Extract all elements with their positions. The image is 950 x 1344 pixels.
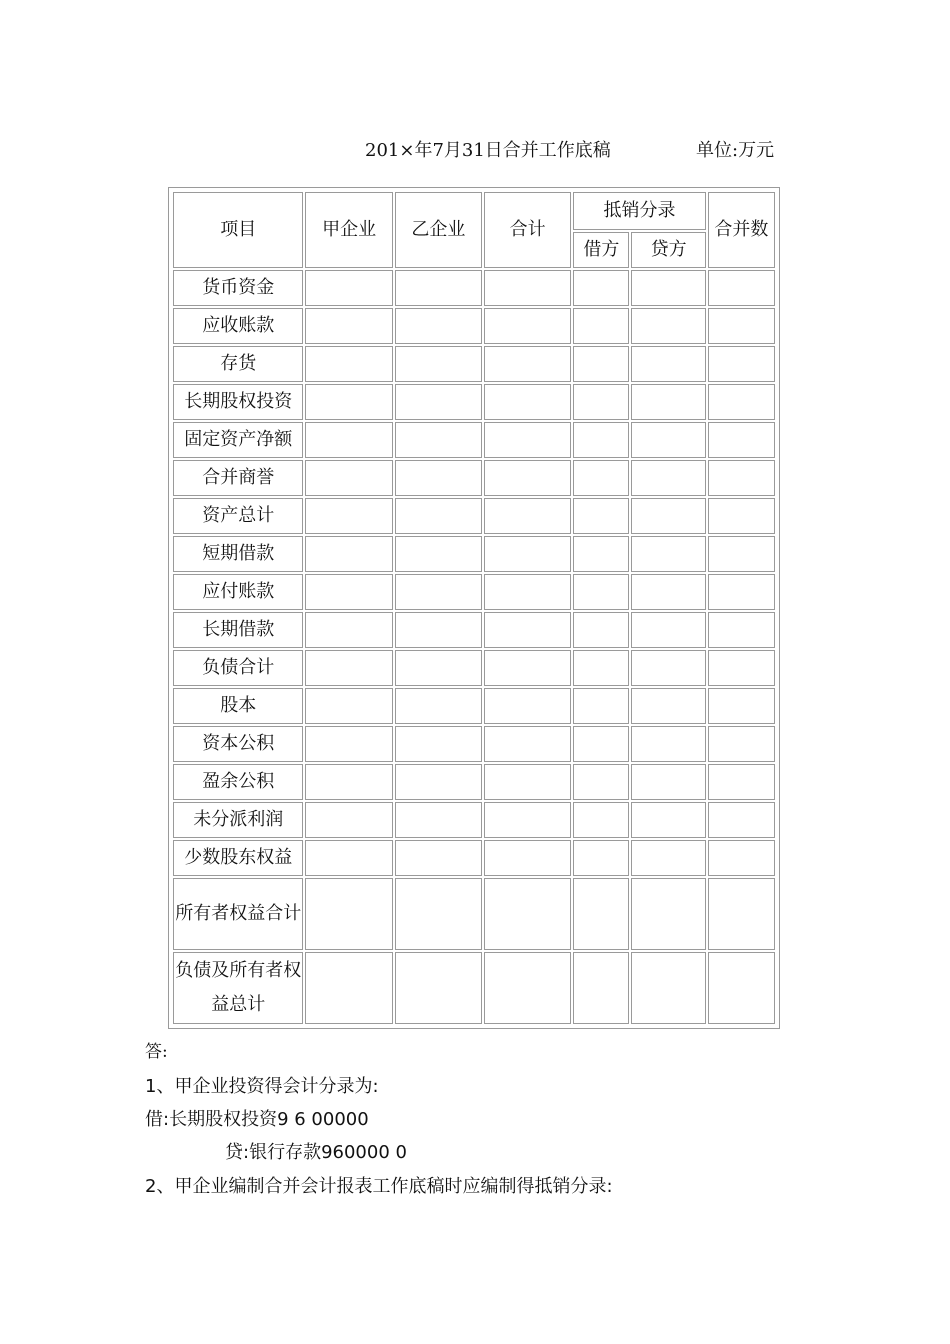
- value-cell: [708, 460, 775, 496]
- header-elimination: 抵销分录: [573, 192, 705, 230]
- value-cell: [573, 270, 629, 306]
- answer-line-3: 贷:银行存款960000 0: [225, 1142, 407, 1163]
- value-cell: [573, 878, 629, 950]
- value-cell: [708, 952, 775, 1024]
- value-cell: [484, 460, 571, 496]
- table-row: [173, 952, 775, 1024]
- table-row: [173, 422, 775, 458]
- value-cell: [395, 612, 482, 648]
- value-cell: [395, 270, 482, 306]
- row-label: 应付账款: [173, 574, 303, 610]
- value-cell: [305, 422, 392, 458]
- value-cell: [484, 764, 571, 800]
- value-cell: [708, 498, 775, 534]
- value-cell: [305, 688, 392, 724]
- value-cell: [573, 460, 629, 496]
- value-cell: [708, 612, 775, 648]
- value-cell: [305, 764, 392, 800]
- table-row: [173, 840, 775, 876]
- value-cell: [631, 952, 705, 1024]
- value-cell: [708, 726, 775, 762]
- value-cell: [708, 346, 775, 382]
- value-cell: [395, 840, 482, 876]
- value-cell: [484, 802, 571, 838]
- row-label: 所有者权益合计: [173, 878, 303, 950]
- answer-line-1: 1、甲企业投资得会计分录为:: [145, 1076, 379, 1097]
- row-label: 长期借款: [173, 612, 303, 648]
- row-label: 资产总计: [173, 498, 303, 534]
- value-cell: [395, 802, 482, 838]
- table-row: [173, 384, 775, 420]
- value-cell: [631, 840, 705, 876]
- value-cell: [305, 384, 392, 420]
- value-cell: [631, 878, 705, 950]
- value-cell: [573, 536, 629, 572]
- value-cell: [395, 422, 482, 458]
- value-cell: [573, 802, 629, 838]
- value-cell: [573, 764, 629, 800]
- value-cell: [395, 308, 482, 344]
- value-cell: [631, 726, 705, 762]
- value-cell: [395, 878, 482, 950]
- value-cell: [631, 688, 705, 724]
- table-row: [173, 650, 775, 686]
- value-cell: [305, 726, 392, 762]
- value-cell: [395, 688, 482, 724]
- value-cell: [573, 498, 629, 534]
- value-cell: [305, 612, 392, 648]
- table-row: [173, 498, 775, 534]
- value-cell: [305, 498, 392, 534]
- value-cell: [395, 764, 482, 800]
- answer-line-4: 2、甲企业编制合并会计报表工作底稿时应编制得抵销分录:: [145, 1176, 613, 1197]
- value-cell: [631, 308, 705, 344]
- row-label: 存货: [173, 346, 303, 382]
- value-cell: [573, 612, 629, 648]
- value-cell: [573, 726, 629, 762]
- value-cell: [484, 612, 571, 648]
- value-cell: [395, 346, 482, 382]
- table-row: [173, 688, 775, 724]
- header-credit: 贷方: [631, 232, 705, 268]
- value-cell: [484, 840, 571, 876]
- header-debit: 借方: [573, 232, 629, 268]
- value-cell: [708, 650, 775, 686]
- value-cell: [708, 308, 775, 344]
- value-cell: [708, 840, 775, 876]
- value-cell: [484, 536, 571, 572]
- value-cell: [305, 346, 392, 382]
- worksheet-title: 201×年7月31日合并工作底稿: [365, 140, 611, 161]
- value-cell: [305, 840, 392, 876]
- value-cell: [484, 498, 571, 534]
- row-label: 少数股东权益: [173, 840, 303, 876]
- value-cell: [631, 460, 705, 496]
- value-cell: [305, 802, 392, 838]
- value-cell: [573, 650, 629, 686]
- value-cell: [395, 536, 482, 572]
- value-cell: [573, 346, 629, 382]
- value-cell: [305, 650, 392, 686]
- value-cell: [484, 270, 571, 306]
- value-cell: [708, 270, 775, 306]
- value-cell: [631, 764, 705, 800]
- row-label: 负债合计: [173, 650, 303, 686]
- value-cell: [395, 726, 482, 762]
- table-row: [173, 270, 775, 306]
- value-cell: [631, 270, 705, 306]
- value-cell: [484, 384, 571, 420]
- table-row: [173, 536, 775, 572]
- value-cell: [484, 346, 571, 382]
- value-cell: [631, 574, 705, 610]
- value-cell: [573, 952, 629, 1024]
- value-cell: [631, 612, 705, 648]
- value-cell: [631, 536, 705, 572]
- consolidation-worksheet-table: [168, 187, 780, 1029]
- answer-line-2: 借:长期股权投资9 6 00000: [145, 1109, 369, 1130]
- value-cell: [708, 878, 775, 950]
- value-cell: [708, 536, 775, 572]
- row-label: 应收账款: [173, 308, 303, 344]
- value-cell: [484, 688, 571, 724]
- row-label: 负债及所有者权益总计: [173, 952, 303, 1024]
- value-cell: [305, 460, 392, 496]
- value-cell: [573, 688, 629, 724]
- value-cell: [708, 764, 775, 800]
- value-cell: [484, 422, 571, 458]
- header-total: 合计: [484, 192, 571, 268]
- table-row: [173, 308, 775, 344]
- value-cell: [631, 498, 705, 534]
- value-cell: [631, 802, 705, 838]
- row-label: 长期股权投资: [173, 384, 303, 420]
- value-cell: [305, 270, 392, 306]
- row-label: 资本公积: [173, 726, 303, 762]
- value-cell: [484, 878, 571, 950]
- value-cell: [708, 384, 775, 420]
- value-cell: [708, 574, 775, 610]
- value-cell: [395, 952, 482, 1024]
- value-cell: [395, 384, 482, 420]
- row-label: 货币资金: [173, 270, 303, 306]
- value-cell: [395, 498, 482, 534]
- value-cell: [305, 878, 392, 950]
- value-cell: [484, 952, 571, 1024]
- value-cell: [708, 802, 775, 838]
- header-consolidated: 合并数: [708, 192, 775, 268]
- value-cell: [484, 650, 571, 686]
- value-cell: [573, 840, 629, 876]
- value-cell: [631, 346, 705, 382]
- table-row: [173, 878, 775, 950]
- value-cell: [484, 308, 571, 344]
- value-cell: [305, 308, 392, 344]
- row-label: 固定资产净额: [173, 422, 303, 458]
- answer-label: 答:: [145, 1042, 168, 1062]
- table-row: [173, 802, 775, 838]
- row-label: 合并商誉: [173, 460, 303, 496]
- table-row: [173, 612, 775, 648]
- value-cell: [305, 536, 392, 572]
- table-row: [173, 346, 775, 382]
- value-cell: [305, 574, 392, 610]
- row-label: 短期借款: [173, 536, 303, 572]
- table-row: [173, 574, 775, 610]
- value-cell: [484, 726, 571, 762]
- header-company-a: 甲企业: [305, 192, 392, 268]
- table-row: [173, 460, 775, 496]
- value-cell: [573, 574, 629, 610]
- value-cell: [484, 574, 571, 610]
- table-row: [173, 764, 775, 800]
- value-cell: [395, 574, 482, 610]
- value-cell: [573, 308, 629, 344]
- value-cell: [708, 688, 775, 724]
- header-item: 项目: [173, 192, 303, 268]
- header-company-b: 乙企业: [395, 192, 482, 268]
- value-cell: [573, 384, 629, 420]
- value-cell: [708, 422, 775, 458]
- value-cell: [305, 952, 392, 1024]
- row-label: 盈余公积: [173, 764, 303, 800]
- value-cell: [573, 422, 629, 458]
- table-row: [173, 726, 775, 762]
- value-cell: [631, 650, 705, 686]
- row-label: 股本: [173, 688, 303, 724]
- row-label: 未分派利润: [173, 802, 303, 838]
- value-cell: [631, 422, 705, 458]
- value-cell: [395, 460, 482, 496]
- value-cell: [631, 384, 705, 420]
- unit-label: 单位:万元: [696, 140, 775, 161]
- value-cell: [395, 650, 482, 686]
